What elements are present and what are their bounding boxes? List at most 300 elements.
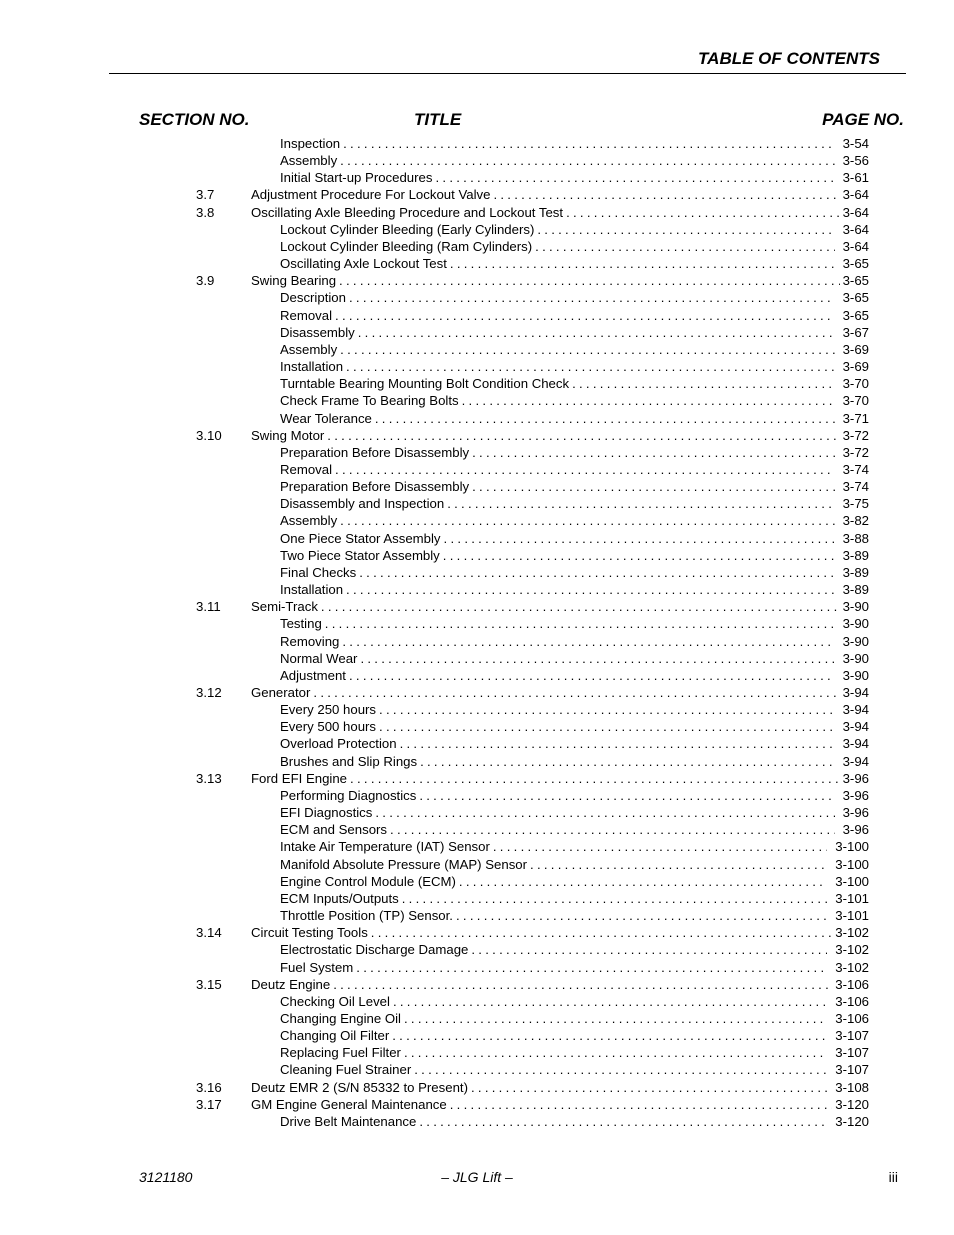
toc-page-number: 3-100 xyxy=(835,856,869,872)
dot-leader xyxy=(350,770,840,787)
toc-section-number: 3.10 xyxy=(196,427,222,443)
toc-page-number: 3-90 xyxy=(842,667,869,683)
dot-leader xyxy=(333,976,832,993)
toc-row xyxy=(0,941,954,958)
toc-row xyxy=(0,272,954,289)
toc-subentry[interactable] xyxy=(280,1027,869,1044)
toc-page-number: 3-90 xyxy=(842,650,869,666)
dot-leader xyxy=(390,821,835,838)
toc-row xyxy=(0,1044,954,1061)
toc-page-number: 3-54 xyxy=(842,136,869,151)
toc-page-number: 3-106 xyxy=(835,1010,869,1026)
toc-row xyxy=(0,152,954,169)
toc-page-number: 3-67 xyxy=(842,324,869,340)
toc-page-number: 3-94 xyxy=(842,719,869,735)
dot-leader xyxy=(356,959,827,976)
toc-row xyxy=(0,838,954,855)
toc-row xyxy=(0,907,954,924)
toc-page-number: 3-89 xyxy=(842,564,869,580)
toc-subentry[interactable] xyxy=(280,255,869,272)
dot-leader xyxy=(335,307,835,324)
toc-entry-title: ECM and Sensors xyxy=(280,822,388,838)
toc-subentry[interactable] xyxy=(280,633,869,650)
dot-leader xyxy=(530,856,827,873)
dot-leader xyxy=(400,735,835,752)
toc-section-number: 3.14 xyxy=(196,925,222,941)
toc-page-number: 3-64 xyxy=(842,204,869,220)
dot-leader xyxy=(537,221,834,238)
toc-row xyxy=(0,169,954,186)
dot-leader xyxy=(321,598,840,615)
toc-row xyxy=(0,753,954,770)
dot-leader xyxy=(327,427,839,444)
toc-entry-title: Normal Wear xyxy=(280,650,358,666)
toc-row xyxy=(0,684,954,701)
dot-leader xyxy=(360,650,834,667)
dot-leader xyxy=(379,701,835,718)
toc-subentry[interactable] xyxy=(280,667,869,684)
toc-entry-title: Cleaning Fuel Strainer xyxy=(280,1062,412,1078)
toc-row xyxy=(0,1113,954,1130)
toc-entry[interactable] xyxy=(251,186,869,203)
dot-leader xyxy=(339,272,840,289)
toc-entry-title: Check Frame To Bearing Bolts xyxy=(280,393,459,409)
toc-row xyxy=(0,375,954,392)
dot-leader xyxy=(375,410,835,427)
toc-page-number: 3-94 xyxy=(842,685,869,700)
toc-subentry[interactable] xyxy=(280,838,869,855)
toc-row xyxy=(0,341,954,358)
toc-page-number: 3-100 xyxy=(835,873,869,889)
toc-page-number: 3-94 xyxy=(842,753,869,769)
dot-leader xyxy=(572,375,835,392)
toc-subentry[interactable] xyxy=(280,1010,869,1027)
toc-entry[interactable] xyxy=(251,272,869,289)
toc-section-number: 3.17 xyxy=(196,1096,222,1112)
toc-subentry[interactable] xyxy=(280,735,869,752)
toc-row xyxy=(0,787,954,804)
dot-leader xyxy=(419,1113,827,1130)
toc-entry-title: Every 250 hours xyxy=(280,702,377,718)
toc-row xyxy=(0,718,954,735)
toc-page-number: 3-102 xyxy=(835,942,869,958)
toc-page-number: 3-70 xyxy=(842,393,869,409)
footer-doc-number: 3121180 xyxy=(139,1169,193,1185)
toc-page-number: 3-107 xyxy=(835,1028,869,1044)
toc-page-number: 3-96 xyxy=(842,770,869,786)
dot-leader xyxy=(343,135,834,152)
toc-entry-title: Drive Belt Maintenance xyxy=(280,1113,417,1129)
toc-entry-title: Generator xyxy=(251,685,311,700)
toc-row xyxy=(0,564,954,581)
dot-leader xyxy=(493,838,827,855)
toc-row xyxy=(0,633,954,650)
toc-entry-title: Brushes and Slip Rings xyxy=(280,753,418,769)
toc-subentry[interactable] xyxy=(280,495,869,512)
toc-page-number: 3-56 xyxy=(842,153,869,169)
dot-leader xyxy=(450,1096,833,1113)
toc-page-number: 3-64 xyxy=(842,221,869,237)
dot-leader xyxy=(414,1061,827,1078)
toc-row xyxy=(0,821,954,838)
toc-entry-title: Throttle Position (TP) Sensor. xyxy=(280,908,453,924)
toc-entry-title: Final Checks xyxy=(280,564,357,580)
toc-entry[interactable] xyxy=(251,976,869,993)
toc-entry[interactable] xyxy=(251,1079,869,1096)
toc-subentry[interactable] xyxy=(280,959,869,976)
toc-section-number: 3.12 xyxy=(196,685,222,700)
dot-leader xyxy=(404,1010,827,1027)
toc-subentry[interactable] xyxy=(280,650,869,667)
toc-entry[interactable] xyxy=(251,427,869,444)
toc-row xyxy=(0,959,954,976)
dot-leader xyxy=(392,1027,827,1044)
toc-row xyxy=(0,238,954,255)
toc-entry-title: Disassembly xyxy=(280,324,355,340)
toc-page-number: 3-65 xyxy=(842,256,869,272)
dot-leader xyxy=(447,495,834,512)
toc-subentry[interactable] xyxy=(280,564,869,581)
toc-entry-title: Removing xyxy=(280,633,340,649)
toc-entry-title: Semi-Track xyxy=(251,599,318,615)
toc-entry-title: ECM Inputs/Outputs xyxy=(280,890,399,906)
toc-page-number: 3-90 xyxy=(842,599,869,615)
header-rule xyxy=(109,73,906,74)
toc-entry-title: Swing Motor xyxy=(251,427,325,443)
toc-row xyxy=(0,1061,954,1078)
toc-page-number: 3-108 xyxy=(835,1079,869,1095)
toc-entry-title: Swing Bearing xyxy=(251,273,337,289)
toc-page-number: 3-89 xyxy=(842,582,869,598)
toc-page-number: 3-72 xyxy=(842,444,869,460)
toc-row xyxy=(0,495,954,512)
toc-row xyxy=(0,204,954,221)
toc-subentry[interactable] xyxy=(280,753,869,770)
toc-page-number: 3-65 xyxy=(842,273,869,289)
toc-entry[interactable] xyxy=(251,770,869,787)
dot-leader xyxy=(450,255,835,272)
toc-row xyxy=(0,547,954,564)
toc-subentry[interactable] xyxy=(280,512,869,529)
toc-subentry[interactable] xyxy=(280,478,869,495)
toc-section-number: 3.15 xyxy=(196,976,222,992)
toc-subentry[interactable] xyxy=(280,581,869,598)
dot-leader xyxy=(419,787,834,804)
toc-section-number: 3.16 xyxy=(196,1079,222,1095)
toc-row xyxy=(0,530,954,547)
dot-leader xyxy=(472,444,834,461)
toc-page-number: 3-65 xyxy=(842,290,869,306)
toc-row xyxy=(0,924,954,941)
footer-page-number: iii xyxy=(888,1169,898,1185)
toc-row xyxy=(0,890,954,907)
toc-row xyxy=(0,976,954,993)
dot-leader xyxy=(358,324,835,341)
toc-page-number: 3-64 xyxy=(842,238,869,254)
toc-row xyxy=(0,135,954,152)
toc-row xyxy=(0,873,954,890)
toc-entry-title: Changing Oil Filter xyxy=(280,1028,390,1044)
toc-subentry[interactable] xyxy=(280,701,869,718)
toc-page-number: 3-94 xyxy=(842,736,869,752)
toc-subentry[interactable] xyxy=(280,787,869,804)
toc-row xyxy=(0,770,954,787)
toc-page-number: 3-72 xyxy=(842,427,869,443)
toc-page-number: 3-100 xyxy=(835,839,869,855)
toc-subentry[interactable] xyxy=(280,461,869,478)
toc-entry-title: Replacing Fuel Filter xyxy=(280,1045,401,1061)
toc-page-number: 3-71 xyxy=(842,410,869,426)
dot-leader xyxy=(340,512,834,529)
toc-subentry[interactable] xyxy=(280,907,869,924)
toc-row xyxy=(0,1010,954,1027)
toc-entry-title: Engine Control Module (ECM) xyxy=(280,873,456,889)
toc-page-number: 3-96 xyxy=(842,787,869,803)
toc-entry-title: Removal xyxy=(280,461,333,477)
toc-entry-title: Preparation Before Disassembly xyxy=(280,444,470,460)
table-of-contents xyxy=(0,135,954,1130)
toc-row xyxy=(0,650,954,667)
toc-entry-title: Assembly xyxy=(280,153,338,169)
toc-page-number: 3-70 xyxy=(842,376,869,392)
toc-entry-title: Oscillating Axle Lockout Test xyxy=(280,256,447,272)
toc-entry-title: Fuel System xyxy=(280,959,354,975)
dot-leader xyxy=(435,169,834,186)
dot-leader xyxy=(375,804,834,821)
toc-page-number: 3-120 xyxy=(835,1113,869,1129)
toc-page-number: 3-102 xyxy=(835,925,869,941)
toc-page-number: 3-107 xyxy=(835,1045,869,1061)
toc-page-number: 3-75 xyxy=(842,496,869,512)
toc-entry-title: GM Engine General Maintenance xyxy=(251,1096,447,1112)
toc-entry-title: Assembly xyxy=(280,341,338,357)
toc-row xyxy=(0,735,954,752)
toc-subentry[interactable] xyxy=(280,941,869,958)
toc-page-number: 3-74 xyxy=(842,461,869,477)
toc-entry-title: Ford EFI Engine xyxy=(251,770,348,786)
toc-page-number: 3-101 xyxy=(835,890,869,906)
dot-leader xyxy=(371,924,832,941)
toc-row xyxy=(0,478,954,495)
toc-row xyxy=(0,221,954,238)
toc-row xyxy=(0,410,954,427)
toc-entry-title: Lockout Cylinder Bleeding (Early Cylinders) xyxy=(280,221,535,237)
toc-page-number: 3-106 xyxy=(835,993,869,1009)
toc-entry-title: Every 500 hours xyxy=(280,719,377,735)
toc-entry-title: Manifold Absolute Pressure (MAP) Sensor xyxy=(280,856,528,872)
toc-entry-title: Description xyxy=(280,290,346,306)
toc-entry-title: Changing Engine Oil xyxy=(280,1010,401,1026)
toc-page-number: 3-61 xyxy=(842,170,869,186)
dot-leader xyxy=(493,186,839,203)
toc-page-number: 3-120 xyxy=(835,1096,869,1112)
toc-row xyxy=(0,512,954,529)
toc-entry-title: One Piece Stator Assembly xyxy=(280,530,441,546)
toc-section-number: 3.11 xyxy=(196,599,221,615)
toc-entry-title: Wear Tolerance xyxy=(280,410,372,426)
dot-leader xyxy=(393,993,827,1010)
toc-subentry[interactable] xyxy=(280,375,869,392)
toc-subentry[interactable] xyxy=(280,152,869,169)
toc-row xyxy=(0,289,954,306)
toc-entry-title: Adjustment xyxy=(280,667,346,683)
dot-leader xyxy=(471,1079,832,1096)
toc-entry[interactable] xyxy=(251,598,869,615)
toc-row xyxy=(0,1096,954,1113)
toc-page-number: 3-69 xyxy=(842,341,869,357)
toc-page-number: 3-89 xyxy=(842,547,869,563)
column-header-page: PAGE NO. xyxy=(822,110,904,129)
toc-row xyxy=(0,255,954,272)
toc-entry-title: Lockout Cylinder Bleeding (Ram Cylinders) xyxy=(280,238,533,254)
toc-row xyxy=(0,324,954,341)
toc-entry-title: Assembly xyxy=(280,513,338,529)
dot-leader xyxy=(340,152,834,169)
toc-subentry[interactable] xyxy=(280,856,869,873)
toc-entry[interactable] xyxy=(251,924,869,941)
toc-entry-title: Intake Air Temperature (IAT) Sensor xyxy=(280,839,490,855)
toc-page-number: 3-74 xyxy=(842,479,869,495)
toc-subentry[interactable] xyxy=(280,873,869,890)
toc-page-number: 3-82 xyxy=(842,513,869,529)
toc-section-number: 3.8 xyxy=(196,204,215,220)
dot-leader xyxy=(471,941,827,958)
toc-entry[interactable] xyxy=(251,1096,869,1113)
toc-subentry[interactable] xyxy=(280,358,869,375)
dot-leader xyxy=(443,547,835,564)
toc-row xyxy=(0,667,954,684)
dot-leader xyxy=(349,667,835,684)
toc-subentry[interactable] xyxy=(280,890,869,907)
toc-subentry[interactable] xyxy=(280,547,869,564)
dot-leader xyxy=(325,615,835,632)
toc-page-number: 3-96 xyxy=(842,805,869,821)
toc-subentry[interactable] xyxy=(280,135,869,152)
dot-leader xyxy=(462,392,835,409)
toc-subentry[interactable] xyxy=(280,289,869,306)
dot-leader xyxy=(349,289,835,306)
toc-page-number: 3-102 xyxy=(835,959,869,975)
toc-entry[interactable] xyxy=(251,684,869,701)
toc-row xyxy=(0,856,954,873)
toc-subentry[interactable] xyxy=(280,718,869,735)
dot-leader xyxy=(342,633,834,650)
toc-entry-title: Oscillating Axle Bleeding Procedure and Lockout Test xyxy=(251,204,564,220)
toc-row xyxy=(0,186,954,203)
toc-row xyxy=(0,307,954,324)
toc-entry-title: Installation xyxy=(280,582,344,598)
column-header-title: TITLE xyxy=(414,110,462,129)
toc-entry-title: EFI Diagnostics xyxy=(280,805,373,821)
toc-subentry[interactable] xyxy=(280,993,869,1010)
toc-row xyxy=(0,392,954,409)
toc-page-number: 3-88 xyxy=(842,530,869,546)
toc-page-number: 3-96 xyxy=(842,822,869,838)
toc-subentry[interactable] xyxy=(280,1061,869,1078)
toc-entry-title: Deutz Engine xyxy=(251,976,331,992)
toc-subentry[interactable] xyxy=(280,804,869,821)
toc-entry-title: Removal xyxy=(280,307,333,323)
dot-leader xyxy=(359,564,834,581)
toc-row xyxy=(0,993,954,1010)
toc-section-number: 3.9 xyxy=(196,273,215,289)
toc-page-number: 3-90 xyxy=(842,633,869,649)
toc-subentry[interactable] xyxy=(280,324,869,341)
toc-subentry[interactable] xyxy=(280,410,869,427)
toc-entry-title: Overload Protection xyxy=(280,736,397,752)
toc-entry-title: Performing Diagnostics xyxy=(280,787,417,803)
toc-page-number: 3-106 xyxy=(835,976,869,992)
dot-leader xyxy=(456,907,827,924)
dot-leader xyxy=(420,753,835,770)
toc-row xyxy=(0,461,954,478)
toc-row xyxy=(0,444,954,461)
dot-leader xyxy=(535,238,834,255)
dot-leader xyxy=(444,530,835,547)
toc-subentry[interactable] xyxy=(280,530,869,547)
column-header-section: SECTION NO. xyxy=(139,110,250,129)
toc-entry-title: Disassembly and Inspection xyxy=(280,496,445,512)
toc-row xyxy=(0,615,954,632)
toc-section-number: 3.7 xyxy=(196,187,215,203)
dot-leader xyxy=(313,684,839,701)
toc-subentry[interactable] xyxy=(280,392,869,409)
dot-leader xyxy=(335,461,835,478)
toc-subentry[interactable] xyxy=(280,1044,869,1061)
toc-page-number: 3-101 xyxy=(835,908,869,924)
dot-leader xyxy=(472,478,834,495)
toc-subentry[interactable] xyxy=(280,169,869,186)
toc-row xyxy=(0,1027,954,1044)
toc-subentry[interactable] xyxy=(280,341,869,358)
footer-brand: – JLG Lift – xyxy=(441,1169,513,1185)
toc-entry-title: Installation xyxy=(280,359,344,375)
page-header-title: TABLE OF CONTENTS xyxy=(698,49,880,68)
toc-entry[interactable] xyxy=(251,204,869,221)
toc-subentry[interactable] xyxy=(280,238,869,255)
toc-row xyxy=(0,581,954,598)
toc-page-number: 3-90 xyxy=(842,616,869,632)
toc-entry-title: Inspection xyxy=(280,136,341,151)
toc-subentry[interactable] xyxy=(280,307,869,324)
toc-entry-title: Two Piece Stator Assembly xyxy=(280,547,440,563)
toc-entry-title: Checking Oil Level xyxy=(280,993,390,1009)
toc-subentry[interactable] xyxy=(280,1113,869,1130)
toc-subentry[interactable] xyxy=(280,615,869,632)
toc-row xyxy=(0,358,954,375)
toc-section-number: 3.13 xyxy=(196,770,222,786)
toc-entry-title: Adjustment Procedure For Lockout Valve xyxy=(251,187,491,203)
toc-subentry[interactable] xyxy=(280,444,869,461)
toc-entry-title: Electrostatic Discharge Damage xyxy=(280,942,469,958)
dot-leader xyxy=(379,718,835,735)
dot-leader xyxy=(346,358,835,375)
toc-entry-title: Initial Start-up Procedures xyxy=(280,170,433,186)
toc-row xyxy=(0,804,954,821)
toc-entry-title: Deutz EMR 2 (S/N 85332 to Present) xyxy=(251,1079,468,1095)
toc-entry-title: Turntable Bearing Mounting Bolt Condition Check xyxy=(280,376,570,392)
toc-page-number: 3-64 xyxy=(842,187,869,203)
toc-subentry[interactable] xyxy=(280,221,869,238)
toc-subentry[interactable] xyxy=(280,821,869,838)
toc-page-number: 3-69 xyxy=(842,359,869,375)
toc-page-number: 3-65 xyxy=(842,307,869,323)
toc-row xyxy=(0,701,954,718)
dot-leader xyxy=(402,890,828,907)
toc-page-number: 3-107 xyxy=(835,1062,869,1078)
dot-leader xyxy=(340,341,834,358)
dot-leader xyxy=(346,581,835,598)
